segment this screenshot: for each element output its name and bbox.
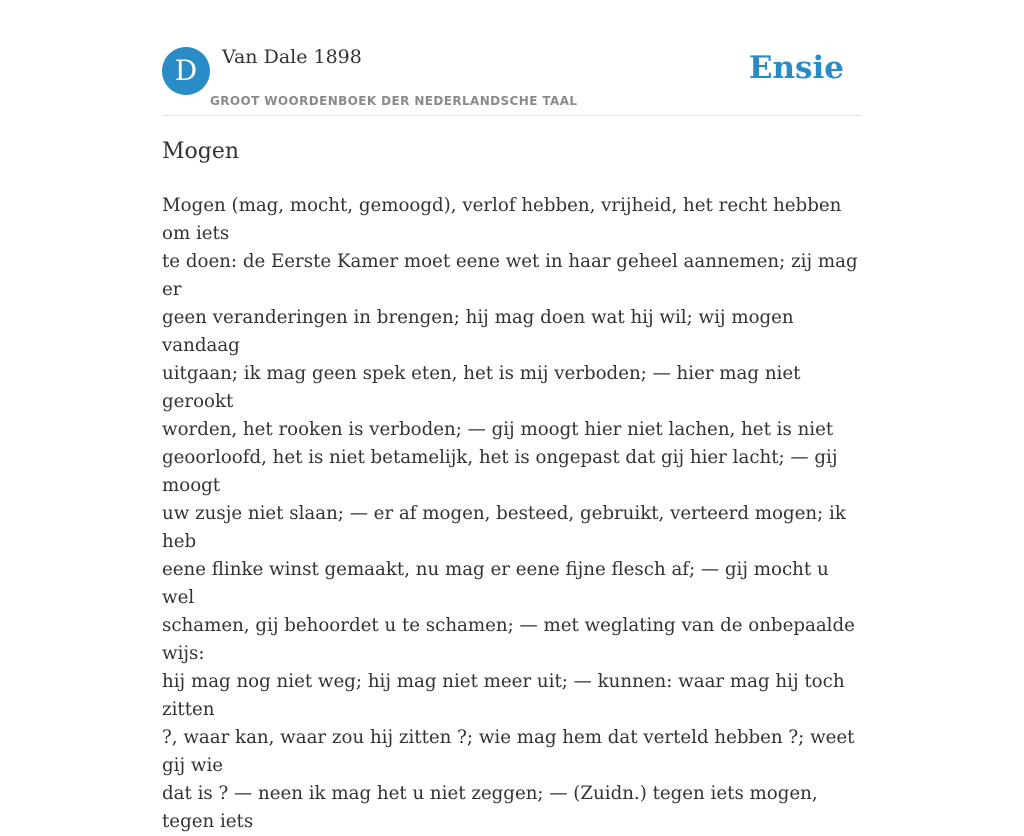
entry-definition: Mogen (mag, mocht, gemoogd), verlof hebben, vrijheid, het recht hebben om iets te doen: de Eerste Kamer moet eene wet in haar geheel aannemen; zij mag er geen veranderingen in brengen; hij mag doen wat hij wil; wij mogen vandaag uitgaan; ik mag geen spek eten, het is mij verboden; — hier mag niet gerookt worden, het rooken is verboden; — gij moogt hier niet lachen, het is niet geoorloofd, het is niet betamelijk, het is ongepast dat gij hier lacht; — gij moogt uw zusje niet slaan; — er af mogen, besteed, gebruikt, verteerd mogen; ik heb eene flinke winst gemaakt, nu mag er eene fijne flesch af; — gij mocht u wel schamen, gij behoordet u te schamen; — met weglating van de onbepaalde wijs: hij mag nog niet weg; hij mag niet meer uit; — kunnen: waar mag hij toch zitten ?, waar kan, waar zou hij zitten ?; wie mag hem dat verteld hebben ?; weet gij wie dat is ? — neen ik mag het u niet zeggen; — (Zuidn.) tegen iets mogen, tegen iets [162, 195, 858, 832]
entry-title: Mogen [162, 139, 240, 164]
ensie-brand-link[interactable]: Ensie [748, 50, 844, 86]
dictionary-name[interactable]: Van Dale 1898 [222, 46, 362, 68]
dictionary-logo-icon[interactable]: D [162, 47, 210, 95]
dictionary-header [162, 44, 862, 116]
dictionary-subtitle: GROOT WOORDENBOEK DER NEDERLANDSCHE TAAL [210, 94, 578, 108]
